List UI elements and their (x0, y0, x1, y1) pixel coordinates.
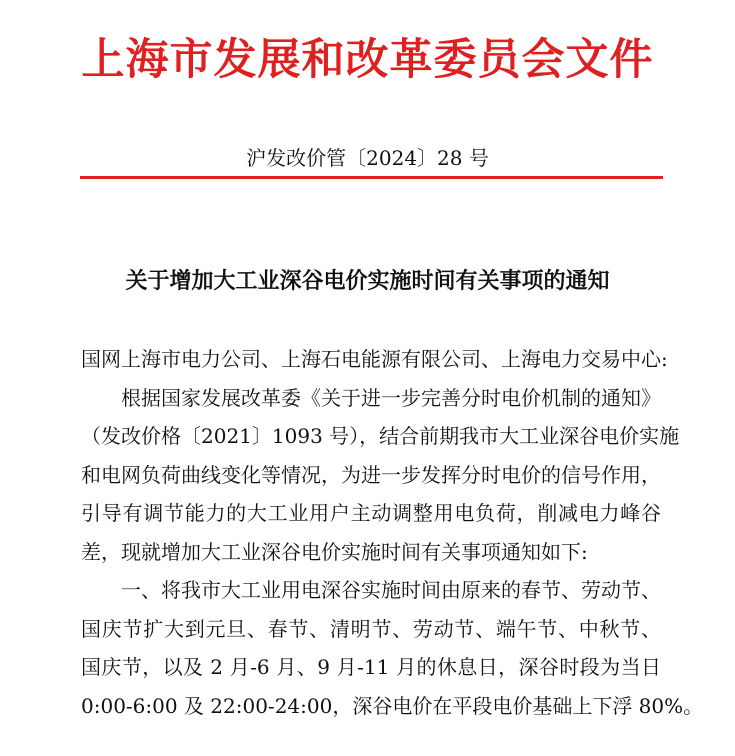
paragraph-2-line: 国庆节扩大到元旦、春节、清明节、劳动节、端午节、中秋节、 (81, 616, 661, 641)
notice-title: 关于增加大工业深谷电价实施时间有关事项的通知 (125, 268, 610, 294)
paragraph-1-line: 根据国家发展改革委《关于进一步完善分时电价机制的通知》 (121, 385, 661, 410)
document-header-title: 上海市发展和改革委员会文件 (81, 35, 654, 85)
paragraph-2-line: 国庆节，以及 2 月-6 月、9 月-11 月的休息日，深谷时段为当日 (81, 655, 661, 679)
paragraph-1-line: 差，现就增加大工业深谷电价实施时间有关事项通知如下: (81, 539, 588, 564)
paragraph-1-line: 引导有调节能力的大工业用户主动调整用电负荷，削减电力峰谷 (81, 501, 661, 525)
paragraph-2-line: 0:00-6:00 及 22:00-24:00，深谷电价在平段电价基础上下浮 80%。 (81, 693, 704, 718)
paragraph-1-line: 和电网负荷曲线变化等情况，为进一步发挥分时电价的信号作用， (81, 462, 661, 487)
paragraph-1-line: （发改价格〔2021〕1093 号），结合前期我市大工业深谷电价实施 (81, 424, 680, 448)
document-number: 沪发改价管〔2024〕28 号 (246, 146, 489, 170)
paragraph-2-line: 一、将我市大工业用电深谷实施时间由原来的春节、劳动节、 (121, 578, 661, 602)
recipients-line: 国网上海市电力公司、上海石电能源有限公司、上海电力交易中心: (81, 347, 668, 371)
red-divider-line (80, 176, 663, 179)
document-body (81, 340, 704, 725)
